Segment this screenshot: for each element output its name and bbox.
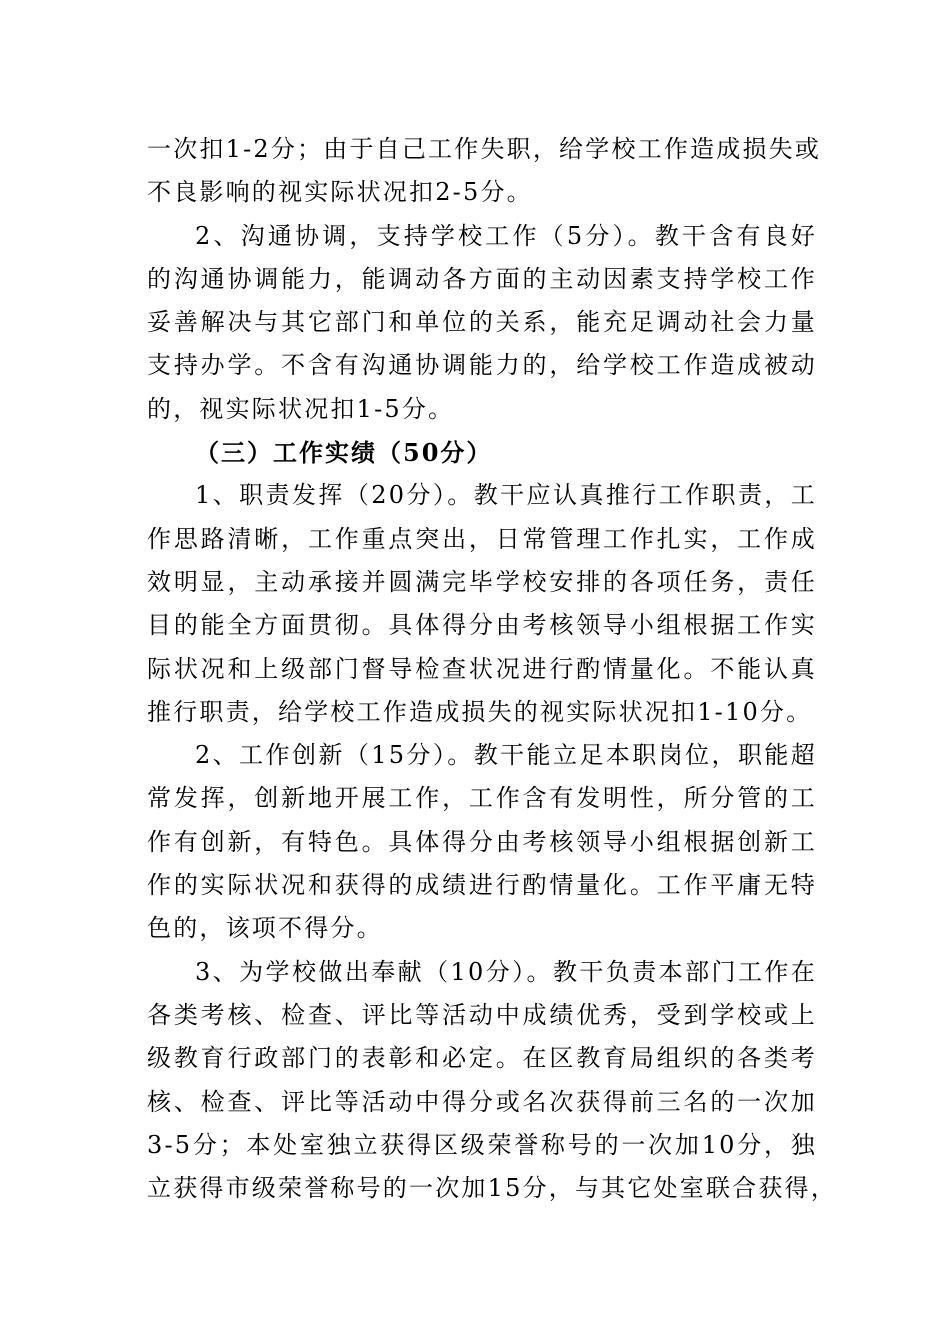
paragraph-start-line: 1、职责发挥（20分）。教干应认真推行工作职责，工 [195, 481, 817, 510]
text-line: 作的实际状况和获得的成绩进行酌情量化。工作平庸无特 [147, 871, 817, 900]
text-line: 作思路清晰，工作重点突出，日常管理工作扎实，工作成 [147, 524, 817, 553]
section-heading: （三）工作实绩（50分） [195, 438, 493, 468]
text-line: 的，视实际状况扣1-5分。 [147, 394, 455, 423]
text-line: 目的能全方面贯彻。具体得分由考核领导小组根据工作实 [147, 611, 817, 640]
text-line: 的沟通协调能力，能调动各方面的主动因素支持学校工作 [147, 264, 817, 293]
text-line: 常发挥，创新地开展工作，工作含有发明性，所分管的工 [147, 784, 817, 813]
text-line: 不良影响的视实际状况扣2-5分。 [147, 178, 533, 207]
text-line: 各类考核、检查、评比等活动中成绩优秀，受到学校或上 [147, 1000, 817, 1029]
text-line: 立获得市级荣誉称号的一次加15分，与其它处室联合获得， [147, 1174, 837, 1203]
text-line: 作有创新，有特色。具体得分由考核领导小组根据创新工 [147, 827, 817, 856]
text-line: 核、检查、评比等活动中得分或名次获得前三名的一次加 [147, 1087, 817, 1116]
text-line: 际状况和上级部门督导检查状况进行酌情量化。不能认真 [147, 654, 817, 683]
paragraph-start-line: 3、为学校做出奉献（10分）。教干负责本部门工作在 [195, 957, 817, 986]
text-line: 效明显，主动承接并圆满完毕学校安排的各项任务，责任 [147, 567, 817, 596]
text-line: 妥善解决与其它部门和单位的关系，能充足调动社会力量 [147, 308, 817, 337]
text-line: 级教育行政部门的表彰和必定。在区教育局组织的各类考 [147, 1044, 817, 1073]
body-text [147, 128, 837, 1210]
text-line: 色的，该项不得分。 [147, 914, 383, 943]
paragraph-start-line: 2、工作创新（15分）。教干能立足本职岗位，职能超 [195, 741, 817, 770]
text-line: 支持办学。不含有沟通协调能力的，给学校工作造成被动 [147, 351, 817, 380]
text-line: 一次扣1-2分；由于自己工作失职，给学校工作造成损失或 [147, 135, 822, 163]
text-line: 推行职责，给学校工作造成损失的视实际状况扣1-10分。 [147, 697, 813, 726]
text-line: 3-5分；本处室独立获得区级荣誉称号的一次加10分，独 [147, 1130, 817, 1159]
paragraph-start-line: 2、沟通协调，支持学校工作（5分）。教干含有良好 [195, 221, 817, 250]
